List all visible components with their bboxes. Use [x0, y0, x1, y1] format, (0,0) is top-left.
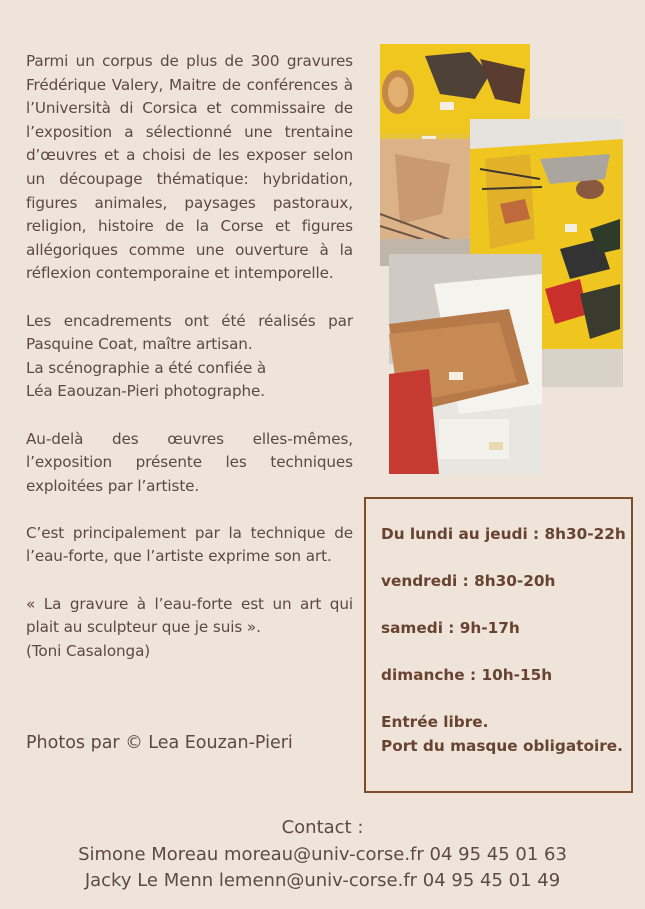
quote-paragraph	[26, 593, 353, 664]
framing-credit: Les encadrements ont été réalisés par Pasquine Coat, maître artisan.	[26, 311, 353, 354]
intro-paragraph: Parmi un corpus de plus de 300 gravures Frédérique Valery, Maitre de conférences à l’Università di Corsica et commissaire de l’exposition a sélectionné une trentaine d’œuvres et a choisi de les exposer selon un découpage thématique: hybridation, figures animales, paysages pastoraux, religion, histoire de la Corse et figures allégoriques comme une ouverture à la réflexion contemporaine et intemporelle.	[26, 52, 353, 283]
hours-sunday: dimanche : 10h-15h	[381, 666, 553, 684]
free-entry: Entrée libre.	[381, 713, 489, 731]
photo-display-case-3	[389, 254, 542, 474]
main-text-column	[26, 50, 353, 687]
scenography-credit: La scénographie a été confiée à	[26, 358, 267, 377]
photo-collage	[380, 44, 625, 474]
mask-notice: Port du masque obligatoire.	[381, 736, 623, 755]
photo-credit: Photos par © Lea Eouzan-Pieri	[26, 733, 293, 753]
contact-section	[0, 815, 645, 895]
techniques-paragraph: Au-delà des œuvres elles-mêmes, l’exposition présente les techniques exploitées par l’artiste.	[26, 429, 353, 495]
opening-hours-box	[364, 497, 633, 793]
contact-simone-moreau: Simone Moreau moreau@univ-corse.fr 04 95 45 01 63	[78, 843, 567, 865]
hours-mon-thu: Du lundi au jeudi : 8h30-22h	[381, 525, 626, 543]
etching-paragraph: C’est principalement par la technique de l’eau-forte, que l’artiste exprime son art.	[26, 523, 353, 566]
quote-author: (Toni Casalonga)	[26, 641, 151, 660]
contact-title: Contact :	[281, 817, 364, 838]
photographer-credit: Léa Eaouzan-Pieri photographe.	[26, 382, 265, 401]
hours-saturday: samedi : 9h-17h	[381, 619, 520, 637]
credits-paragraph	[26, 310, 353, 404]
hours-friday: vendredi : 8h30-20h	[381, 572, 556, 590]
contact-jacky-le-menn: Jacky Le Menn lemenn@univ-corse.fr 04 95 45 01 49	[84, 870, 561, 891]
quote-text: « La gravure à l’eau-forte est un art qui plait au sculpteur que je suis ».	[26, 594, 353, 637]
